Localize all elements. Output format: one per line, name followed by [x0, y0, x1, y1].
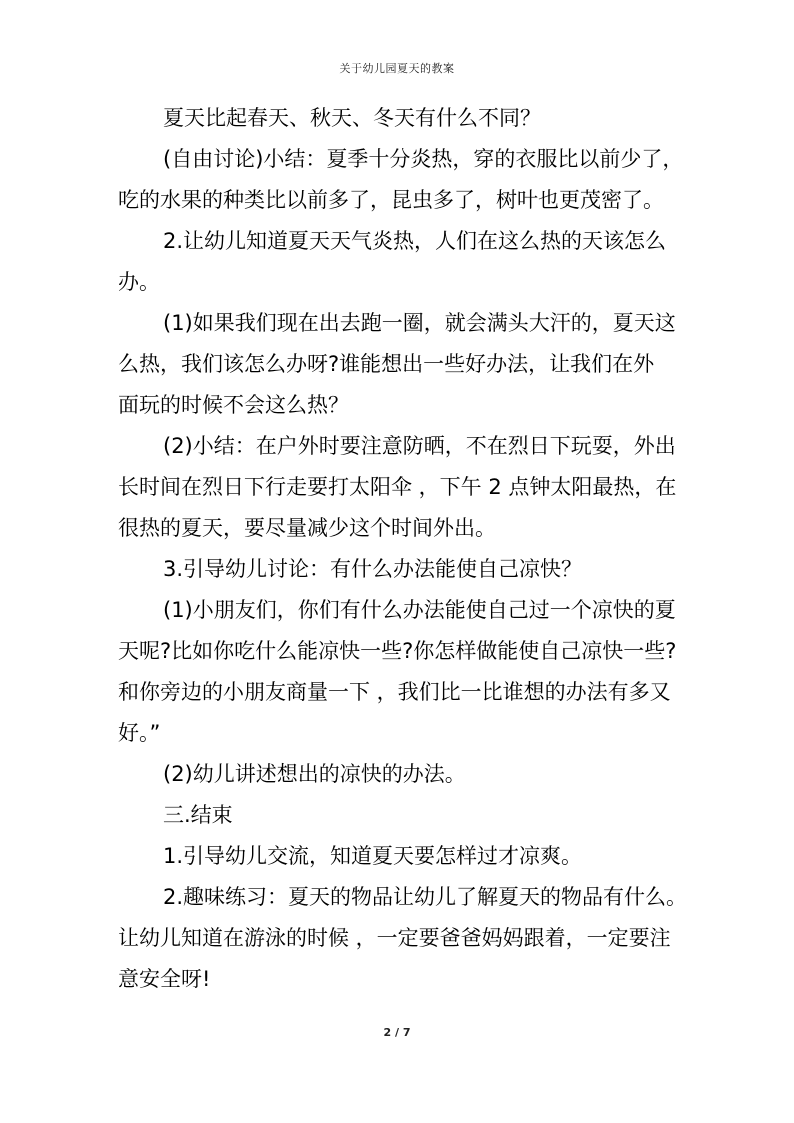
paragraph-line: 很热的夏天，要尽量减少这个时间外出。: [118, 516, 496, 540]
paragraph-line: 1.引导幼儿交流，知道夏天要怎样过才凉爽。: [163, 844, 583, 868]
paragraph-line: (1)如果我们现在出去跑一圈，就会满头大汗的，夏天这: [163, 311, 676, 335]
paragraph-line: 2.趣味练习：夏天的物品让幼儿了解夏天的物品有什么。: [163, 885, 688, 909]
paragraph-line: 长时间在烈日下行走要打太阳伞 ，下午 2 点钟太阳最热，在: [118, 475, 677, 499]
paragraph-line: 面玩的时候不会这么热？: [118, 393, 349, 417]
section-heading: 三.结束: [163, 803, 233, 827]
paragraph-line: (2)小结：在户外时要注意防晒，不在烈日下玩耍，外出: [163, 434, 676, 458]
paragraph-line: 办。: [118, 270, 160, 294]
paragraph-line: 2.让幼儿知道夏天天气炎热，人们在这么热的天该怎么: [163, 229, 667, 253]
page-header-title: 关于幼儿园夏天的教案: [339, 62, 455, 75]
document-body: [118, 98, 688, 1000]
paragraph-line: 3.引导幼儿讨论：有什么办法能使自己凉快？: [163, 557, 583, 581]
paragraph-line: 夏天比起春天、秋天、冬天有什么不同？: [163, 106, 541, 130]
paragraph-line: 么热，我们该怎么办呀?谁能想出一些好办法，让我们在外: [118, 352, 655, 376]
paragraph-line: (2)幼儿讲述想出的凉快的办法。: [163, 762, 466, 786]
page-number: 2 / 7: [383, 1026, 411, 1039]
paragraph-line: (1)小朋友们，你们有什么办法能使自己过一个凉快的夏: [163, 598, 676, 622]
paragraph-line: 让幼儿知道在游泳的时候 ，一定要爸爸妈妈跟着，一定要注: [118, 926, 671, 950]
paragraph-line: (自由讨论)小结：夏季十分炎热，穿的衣服比以前少了，: [163, 147, 684, 171]
paragraph-line: 和你旁边的小朋友商量一下 ，我们比一比谁想的办法有多又: [118, 680, 671, 704]
paragraph-line: 意安全呀!: [118, 967, 211, 991]
paragraph-line: 吃的水果的种类比以前多了，昆虫多了，树叶也更茂密了。: [118, 188, 664, 212]
paragraph-line: 好。”: [118, 721, 161, 745]
paragraph-line: 天呢?比如你吃什么能凉快一些?你怎样做能使自己凉快一些?: [118, 639, 677, 663]
